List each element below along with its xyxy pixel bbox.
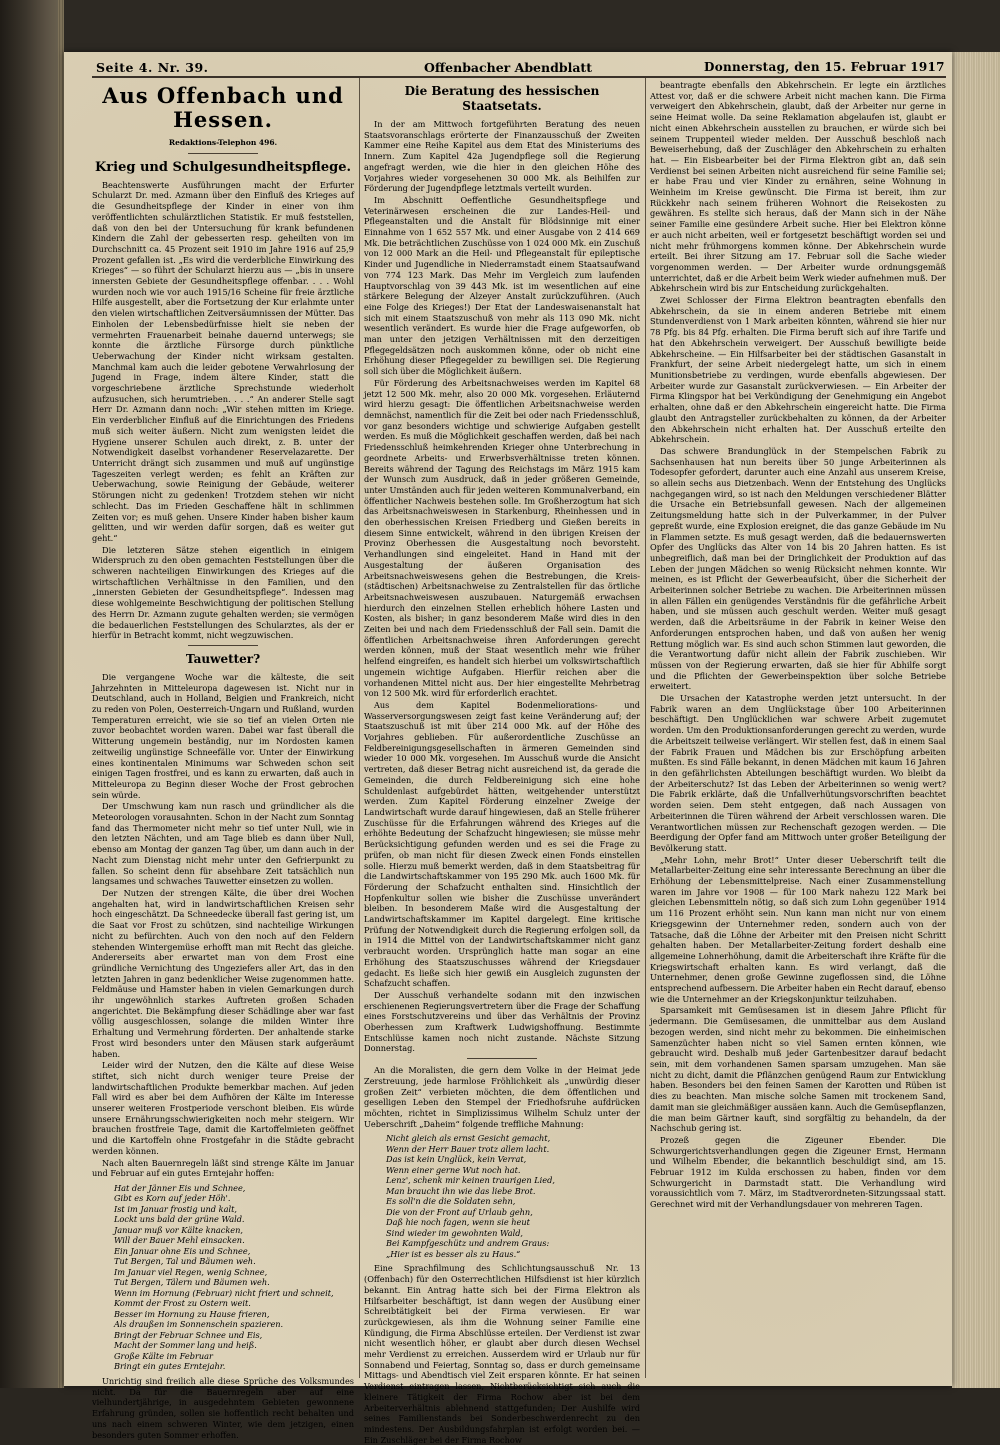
article-paragraph: Der Umschwung kam nun rasch und gründlicher als die Meteorologen vorausahnten. Schon in der Nacht zum Sonntag fand das Thermometer nicht mehr so tief unter Null, wie in den letzten Nächten, und am Tage blieb es dann über Null, ebenso am Montag der ganzen Tag über, um dann auch in der Nacht zum Dienstag nicht mehr unter den Gefrierpunkt zu fallen. So scheint denn für absehbare Zeit tatsächlich nun langsames und schwaches Tauwetter einsetzen zu wollen. bbox=[92, 801, 354, 887]
poem-line: Wenn der Herr Bauer trotz allem lacht. bbox=[386, 1143, 550, 1154]
page-stack-edge bbox=[952, 52, 1000, 1388]
article-title: Die Beratung des hessischen Staatsetats. bbox=[404, 84, 600, 113]
poem-line: Bringt ein gutes Erntejahr. bbox=[114, 1361, 226, 1372]
column-divider bbox=[645, 78, 646, 1378]
article-paragraph: Der Ausschuß verhandelte sodann mit den inzwischen erschienenen Regierungsvertretern über die Frage der Schaffung eines Forstschutzvereins und über das Verhältnis der Provinz Oberhessen zum Kraftwerk Ludwigshoffnung. Bestimmte Entschlüsse kamen noch nicht zustande. Nächste Sitzung Donnerstag. bbox=[364, 989, 640, 1054]
top-margin-shadow bbox=[64, 0, 1000, 52]
poem-line: Im Januar viel Regen, wenig Schnee, bbox=[114, 1266, 268, 1277]
article-paragraph: Eine Sprachfilmung des Schlichtungsausschuß Nr. 13 (Offenbach) für den Osterrechtlichen Hilfsdienst ist hier kürzlich bekannt. Ein Antrag hatte sich bei der Firma Elektron als Hilfsarbeiter beschäftigt, ist dann wegen der Ausübung einer Schreibtätigkeit bei der Firma verwiesen. Er war zurückgewiesen, als ihm die Wohnung seiner Familie eine Kündigung, die Firma Abschlüsse erteilen. Der Verdienst ist zwar nicht wesentlich höher, er glaubt aber durch diesen Wechsel mehr Verdienst zu erreichen. Ausserdem wird er Urlaub nur für Sonnabend und Feiertag, Sonntag so, dass er durch gemeinsame Mittags- und Abendtisch viel Zeit ersparen könnte. Er hat seinen Verdienst eintragen lassen, Nichtberücksichtigt sich auch die kleinere Tätigkeit der Firma Rochow aber ist bei dem Arbeiterverhältnis ablehnend stattgefunden; Der Aushilfe wird seines Familienstands bei Sonderbeschwerdenrecht zu den mindestens. Der Ausbildungsfahrplan ist erfolgt worden bei. — Ein Zuschläger bei der Firma Rochow bbox=[364, 1263, 640, 1445]
article-paragraph: Das schwere Brandunglück in der Stempelschen Fabrik zu Sachsenhausen hat nun bereits über 50 junge Arbeiterinnen als Todesopfer gefordert, darunter auch eine Anzahl aus unserem Kreise, so allein sechs aus Dietzenbach. Wenn der Entstehung des Unglücks nachgegangen wird, so ist nach den Meldungen verschiedener Blätter die Ursache ein Betriebsunfall gewesen. Nach der allgemeinen Zeitungsmeldung hatte sich in der Pulverkammer, in der Pulver gepreßt wurde, eine Explosion ereignet, die das ganze Gebäude im Nu in Flammen setzte. Es muß gesagt werden, daß die bedauernswerten Opfer des Unglücks das Alter von 14 bis 20 Jahren hatten. Es ist unbegreiflich, daß man bei der Dringlichkeit der Produktion auf das Leben der jungen Mädchen so wenig Rücksicht nehmen konnte. Wir meinen, es ist Pflicht der Gewerbeaufsicht, über die Sicherheit der Arbeiterinnen solcher Betriebe zu wachen. Die Arbeiterinnen müssen in allen Fällen ein genügendes Verständnis für die gefährliche Arbeit haben, und sie müssen auch geschult werden. Weiter muß gesagt werden, daß die Arbeitsräume in der Fabrik in keiner Weise den Anforderungen entsprochen haben, und daß von außen her wenig Rettung möglich war. Es sind auch schon Stimmen laut geworden, die die Verantwortung dafür nicht allein der Fabrik zuschieben. Wir müssen von der Regierung erwarten, daß sie hier für Abhilfe sorgt und die Pflichten der Gewerbeinspektion über solche Betriebe erweitert. bbox=[650, 445, 946, 692]
article-paragraph: Der Nutzen der strengen Kälte, die über drei Wochen angehalten hat, wird in landwirtschaftlichen Kreisen sehr hoch eingeschätzt. Da Schneedecke überall fast gering ist, um die Saat vor Frost zu schützen, sind nachteilige Wirkungen nicht zu befürchten. Auch von den noch auf den Feldern stehenden Wintergemüse erhofft man mit Recht das gleiche. Andererseits aber erwartet man von dem Frost eine gründliche Vernichtung des Ungeziefers aller Art, das in den letzten Jahren in ganz bedenklicher Weise zugenommen hatte. Feldmäuse und Hamster haben in vielen Gemarkungen durch ihr ungewöhnlich starkes Auftreten großen Schaden angerichtet. Die Bekämpfung dieser Schädlinge aber war fast völlig ausgeschlossen, solange die milden Winter ihre Erhaltung und Vermehrung förderten. Der anhaltende starke Frost wird besonders unter den Mäusen stark aufgeräumt haben. bbox=[92, 888, 354, 1059]
poem-line: Tut Bergen, Tal und Bäumen weh. bbox=[114, 1256, 256, 1267]
poem-line: Daß hie noch fagen, wenn sie heut bbox=[386, 1217, 530, 1228]
page-number-header: Seite 4. Nr. 39. bbox=[96, 60, 209, 75]
poem-line: Große Kälte im Februar bbox=[114, 1350, 213, 1361]
poem-line: Bringt der Februar Schnee und Eis, bbox=[114, 1329, 263, 1340]
poem-line: Ist im Januar frostig und kalt, bbox=[114, 1203, 237, 1214]
poem-line: Besser im Hornung zu Hause frieren, bbox=[114, 1308, 270, 1319]
article-paragraph: Beachtenswerte Ausführungen macht der Erfurter Schularzt Dr. med. Azmann über den Einfluß des Krieges auf die Gesundheitspflege der Kinder in einer von ihm veröffentlichten schulärztlichen Statistik. Er muß feststellen, daß von den bei der Untersuchung für krank befundenen Kindern die Zahl der gebesserten resp. geheilten von im Durchschnitt ca. 45 Prozent seit 1910 im Jahre 1916 auf 25,9 Prozent gefallen ist. „Es wird die verderbliche Einwirkung des Krieges“ — so führt der Schularzt hierzu aus — „bis in unsere innersten Gebiete der Gesundheitspflege offenbar. . . . Wohl wurden noch wie vor auch 1915/16 Scheine für freie ärztliche Hilfe ausgestellt, aber die Fortsetzung der Kur erlahmte unter den vielen wirtschaftlichen Zeitversäumnissen der Mütter. Das Einholen der Lebensbedürfnisse hielt sie neben der vermehrten Frauenarbeit beinahe dauernd unterwegs; sie konnte die ärztliche Fürsorge durch pünktliche Ueberwachung der Kinder nicht wirksam gestalten. Manchmal kam auch die leider gebotene Verwahrlosung der Jugend in Frage, indem ältere Kinder, statt die vorgeschriebene ärztliche Sprechstunde wiederholt aufzusuchen, sich herumtrieben. . . .“ An anderer Stelle sagt Herr Dr. Azmann dann noch: „Wir stehen mitten im Kriege. Ein verderblicher Einfluß auf die Einrichtungen des Friedens muß sich weiter äußern. Nicht zum wenigsten leidet die Hygiene unserer Schulen auch direkt, z. B. unter der Notwendigkeit daselbst vorhandener Reservelazarette. Der Unterricht drängt sich zusammen und muß auf ungünstige Tageszeiten verlegt werden; es fehlt an Kräften zur Ueberwachung, sowie Reinigung der Gebäude, weiterer Störungen nicht zu gedenken! Trotzdem stehen wir nicht schlecht. Das im Frieden Geschaffene hält in schlimmen Zeiten vor; es muß gehen. Unsere Kinder haben bisher kaum gelitten, und wir werden dafür sorgen, daß es weiter gut geht.“ bbox=[92, 179, 354, 543]
poem-line: Wenn einer gerne Wut noch hat. bbox=[386, 1164, 521, 1175]
article-paragraph: Nach alten Bauernregeln läßt sind strenge Kälte im Januar und Februar auf ein gutes Erntejahr hoffen: bbox=[92, 1157, 354, 1179]
poem-line: Gibt es Korn auf jeder Höh'. bbox=[114, 1193, 231, 1204]
column-1 bbox=[92, 80, 354, 1440]
book-binding bbox=[0, 0, 62, 1388]
article-title: Krieg und Schulgesundheitspflege. bbox=[95, 159, 351, 175]
article-paragraph: Aus dem Kapitel Bodenmeliorations- und Wasserversorgungswesen zeigt fast keine Veränderung auf; der Staatszuschuß ist mit über 214 000 Mk. auf der Höhe des Vorjahres geblieben. Für außerordentliche Zuschüsse an Feldbereinigungsgesellschaften in ärmeren Gemeinden sind wieder 10 000 Mk. vorgesehen. Im Ausschuß wurde die Ansicht vertreten, daß dieser Betrag nicht ausreichend ist, da gerade die Gemeinden, die durch Feldbereinigung sich eine hohe Schuldenlast aufgebürdet hätten, weitgehender unterstützt werden. Zum Kapitel Förderung einzelner Zweige der Landwirtschaft wurde darauf hingewiesen, daß an Stelle früherer Zuschüsse für die Erfahrungen während des Krieges auf die erhöhte Bedeutung der Schafzucht hingewiesen; sie müsse mehr Berücksichtigung gefunden werden und es sei die Frage zu prüfen, ob man nicht für diesen Zweck einen Fonds einstellen solle. Hierzu muß bemerkt werden, daß in dem Staatsbeitrag für die Landwirtschaftskammer von 195 290 Mk. auch 1600 Mk. für Förderung der Schafzucht enthalten sind. Hinsichtlich der Hopfenkultur sollen wie bisher die Zuschüsse unverändert bleiben. In besonderem Maße wird die Ausgestaltung der Landwirtschaftskammer im Kapitel dargelegt. Eine kritische Prüfung der Notwendigkeit durch die Regierung erfolgen soll, da in 1914 die Mittel von der Landwirtschaftskammer nicht ganz verbraucht worden. Ursprünglich hatte man sogar an eine Erhöhung des Staatszuschusses während der Kriegsdauer gedacht. Es ließe sich hier gewiß ein Ausgleich zugunsten der Schafzucht schaffen. bbox=[364, 699, 640, 989]
article-paragraph: Sparsamkeit mit Gemüsesamen ist in diesem Jahre Pflicht für jedermann. Die Gemüsesamen, die unmittelbar aus dem Ausland bezogen werden, sind nicht mehr zu bekommen. Die einheimischen Samenzüchter haben nicht so viel Samen ernten können, wie gebraucht wird. Deshalb muß jeder Gartenbesitzer darauf bedacht sein, mit dem vorhandenen Samen sparsam umzugehen. Man säe nicht zu dicht, damit die Pflänzchen genügend Raum zur Entwicklung haben. Besonders bei den feinen Samen der Karotten und Rüben ist dies zu beachten. Man mische solche Samen mit trockenem Sand, damit man sie gleichmäßiger aussäen kann. Auch die Gemüsepflanzen, die man beim Gärtner kauft, sind sorgfältig zu behandeln, da der Nachschub gering ist. bbox=[650, 1005, 946, 1134]
poem-line: Januar muß vor Kälte knacken, bbox=[114, 1224, 244, 1235]
article-paragraph: beantragte ebenfalls den Abkehrschein. Er legte ein ärztliches Attest vor, daß er die schwere Arbeit nicht machen kann. Die Firma verweigert den Abkehrschein, glaubt, daß der Arbeiter nur gerne in seine Heimat wolle. Da seine Reklamation abgelaufen ist, glaubt er nicht einen Abkehrschein ausstellen zu brauchen, er würde sich bei seinem Truppenteil wieder melden. Der Ausschuß beschloß nach Beweiserhebung, daß der Zuschläger den Abkehrschein zu erhalten hat. — Ein Eisbearbeiter bei der Firma Elektron gibt an, daß sein Verdienst bei seinen Arbeiten nicht ausreichend für seine Familie sei; er habe Frau und vier Kinder zu ernähren, seine Wohnung in Weinheim im Kreise gewünscht. Die Firma ist bereit, ihm zur Rückkehr nach seinem früheren Wohnort die Reisekosten zu gewähren. Es stellte sich heraus, daß der Mann sich in der Nähe seiner Familie eine gesündere Arbeit suche. Hier bei Elektron könne er auch nicht arbeiten, weil er fortgesetzt beschäftigt worden sei und nicht mehr frühmorgens kommen könne. Der Abkehrschein wurde erteilt. Bei ihrer Sitzung am 17. Februar soll die Sache wieder vorgenommen werden. — Der Arbeiter wurde ordnungsgemäß unterrichtet, daß er die Arbeit beim Werk wieder aufnehmen muß. Der Abkehrschein wird bis zur Entscheidung zurückgehalten. bbox=[650, 80, 946, 294]
divider bbox=[188, 153, 258, 154]
section-title: Aus Offenbach und Hessen. bbox=[102, 83, 344, 132]
header-rule bbox=[92, 76, 946, 78]
poem-line: Bei Kampfgeschütz und andrem Graus: bbox=[386, 1238, 550, 1249]
poem-line: Tut Bergen, Tälern und Bäumen weh. bbox=[114, 1277, 270, 1288]
divider bbox=[467, 1058, 537, 1059]
poem-line: Man braucht ihn wie das liebe Brot. bbox=[386, 1185, 536, 1196]
article-paragraph: Die letzteren Sätze stehen eigentlich in einigem Widerspruch zu den oben gemachten Feststellungen über die schweren nachteiligen Einwirkungen des Krieges auf die wirtschaftlichen Verhältnisse in den Familien, und den „innersten Gebieten der Gesundheitspflege“. Indessen mag diese wohlgemeinte Beschwichtigung der politischen Stellung des Herrn Dr. Azmann zugute gehalten werden; sie vermögen die bedauerlichen Feststellungen des Schularztes, als der er hierfür in Betracht kommt, nicht wegzuwischen. bbox=[92, 544, 354, 641]
poem-line: Ein Januar ohne Eis und Schnee, bbox=[114, 1245, 251, 1256]
poem-line: „Hier ist es besser als zu Haus.“ bbox=[386, 1248, 521, 1259]
article-paragraph: Für Förderung des Arbeitsnachweises werden im Kapitel 68 jetzt 12 500 Mk. mehr, also 20 000 Mk. vorgesehen. Erläuternd wird hierzu gesagt: Die öffentlichen Arbeitsnachweise werden demnächst, namentlich für die Zeit bei oder nach Friedensschluß, vor ganz besonders wichtige und schwierige Aufgaben gestellt werden. Es muß die Möglichkeit geschaffen werden, daß bei nach Friedensschluß heimkehrenden Krieger ohne Unterbrechung in geordnete Arbeits- und Erwerbsverhältnisse treten können. Bereits während der Tagung des Reichstags im März 1915 kam der Wunsch zum Ausdruck, daß in jeder größeren Gemeinde, unter Umständen auch für jeden weiteren Kommunalverband, ein öffentlicher Nachweis bestehen solle. Im Großherzogtum hat sich das Arbeitsnachweiswesen in Starkenburg, Rheinhessen und in den oberhessischen Kreisen Friedberg und Gießen bereits in diesem Sinne entwickelt, während in den übrigen Kreisen der Provinz Oberhessen die Ausgestaltung noch bevorsteht. Verhandlungen sind eingeleitet. Hand in Hand mit der Ausgestaltung der äußeren Organisation des Arbeitsnachweiswesens gehen die Bestrebungen, die Kreis- (städtischen) Arbeitsnachweise zu Zentralstellen für das örtliche Arbeitsnachweiswesen auszubauen. Naturgemäß erwachsen hierdurch den einzelnen Stellen erheblich höhere Lasten und Kosten, als bisher; in ganz besonderem Maße wird dies in den Zeiten bei und nach dem Friedensschluß der Fall sein. Damit die öffentlichen Arbeitsnachweise ihren Anforderungen gerecht werden können, muß der Staat wesentlich mehr wie früher helfend eingreifen, es handelt sich hierbei um volkswirtschaftlich ungemein wichtige Aufgaben. Hierfür reichen aber die vorhandenen Mittel nicht aus. Der hier eingestellte Mehrbetrag von 12 500 Mk. wird für erforderlich erachtet. bbox=[364, 377, 640, 699]
weather-poem bbox=[92, 1183, 354, 1372]
article-title: Tauwetter? bbox=[185, 651, 261, 666]
newspaper-title-header: Offenbacher Abendblatt bbox=[424, 60, 592, 75]
poem-line: Kommt der Frost zu Ostern weit. bbox=[114, 1298, 251, 1309]
poem-line: Lockt uns bald der grüne Wald. bbox=[114, 1214, 245, 1225]
poem-line: Das ist kein Unglück, kein Verrat, bbox=[386, 1154, 527, 1165]
article-paragraph: In der am Mittwoch fortgeführten Beratung des neuen Staatsvoranschlags erörterte der Finanzausschuß der Zweiten Kammer eine Reihe Kapitel aus dem Etat des Ministeriums des Innern. Zum Kapitel 42a Jugendpflege soll die Regierung angefragt werden, wie die hier in den gleichen Höhe des Vorjahres wieder vorgesehenen 30 000 Mk. als Beihilfen zur Förderung der Jugendpflege letztmals verteilt wurden. bbox=[364, 119, 640, 194]
article-paragraph: Leider wird der Nutzen, den die Kälte auf diese Weise stiftet, sich nicht durch weniger teure Preise der landwirtschaftlichen Produkte bemerkbar machen. Auf jeden Fall wird es aber bei dem Aufhören der Kälte im Interesse unserer weiteren Frostperiode verschont bleiben. Eis würde unsere Ernährungsschwierigkeiten noch mehr steigern. Wir brauchen frostfreie Tage, damit die Kartoffelmieten geöffnet und die Kartoffeln ohne Frostgefahr in die Städte gebracht werden können. bbox=[92, 1060, 354, 1156]
article-paragraph: Zwei Schlosser der Firma Elektron beantragten ebenfalls den Abkehrschein, da sie in einem anderen Betriebe mit einem Stundenverdienst von 1 Mark arbeiten könnten, während sie hier nur 78 Pfg. bis 84 Pfg. erhalten. Die Firma beruft sich auf ihre Tarife und hat den Abkehrschein verweigert. Der Ausschuß bewilligte beide Abkehrscheine. — Ein Hilfsarbeiter bei der städtischen Gasanstalt in Frankfurt, der seine Arbeit niedergelegt hatte, um sich in einem Munitionsbetriebe zu verdingen, wurde ebenfalls abgewiesen. Der Arbeiter wurde zur Gasanstalt zurückverwiesen. — Ein Arbeiter der Firma Klingspor hat bei Verkündigung der Genehmigung ein Angebot erhalten, ohne daß er den Abkehrschein eingereicht hatte. Die Firma glaubt den Antragsteller zurückbehalten zu können, da der Arbeiter den Abkehrschein nicht erhalten hat. Der Ausschuß erteilte den Abkehrschein. bbox=[650, 295, 946, 445]
divider bbox=[188, 645, 258, 646]
article-paragraph: „Mehr Lohn, mehr Brot!“ Unter dieser Ueberschrift teilt die Metallarbeiter-Zeitung eine sehr interessante Berechnung an über die Erhöhung der Lebensmittelpreise. Nach einer Zusammenstellung waren im Jahre vor 1908 — für 100 Mark nahezu 122 Mark bei gleichen Lebensmitteln nötig, so daß sich zum Lohn gegenüber 1914 um 116 Prozent erhöht sein. Nun kann man nicht nur von einem Kriegsgewinn der Unternehmer reden, sondern auch von der Tatsache, daß die Löhne der Arbeiter mit den Preisen nicht Schritt gehalten haben. Der Metallarbeiter-Zeitung fordert deshalb eine allgemeine Lohnerhöhung, damit die Arbeiterschaft ihre Kräfte für die Kriegswirtschaft erhalten kann. Es wird verlangt, daß die Unternehmer, denen große Gewinne zugeflossen sind, die Löhne entsprechend aufbessern. Die Arbeiter haben ein Recht darauf, ebenso wie die Unternehmer an der Kriegskonjunktur teilzuhaben. bbox=[650, 854, 946, 1004]
article-paragraph: An die Moralisten, die gern dem Volke in der Heimat jede Zerstreuung, jede harmlose Fröhlichkeit als „unwürdig dieser großen Zeit“ verbieten möchten, die dem öffentlichen und geselligen Leben den Stempel der Friedhofsruhe aufdrücken möchten, richtet in Simplizissimus Wilhelm Schulz unter der Ueberschrift „Daheim“ folgende treffliche Mahnung: bbox=[364, 1065, 640, 1129]
poem-line: Hat der Jänner Eis und Schnee, bbox=[114, 1182, 246, 1193]
poem-line: Die von der Front auf Urlaub gehn, bbox=[386, 1206, 533, 1217]
article-paragraph: Prozeß gegen die Zigeuner Ebender. Die Schwurgerichtsverhandlungen gegen die Zigeuner Ernst, Hermann und Wilhelm Ebender, die bekanntlich beschuldigt sind, am 15. Februar 1912 im Kulda erschossen zu haben, finden vor dem Schwurgericht in Darmstadt statt. Die Verhandlung wird voraussichtlich vom 7. März, im Stadtverordneten-Sitzungssaal statt. Gerechnet wird mit der Verhandlungsdauer von mehreren Tagen. bbox=[650, 1134, 946, 1210]
poem-line: Lenz', schenk mir keinen traurigen Lied, bbox=[386, 1175, 555, 1186]
date-header: Donnerstag, den 15. Februar 1917 bbox=[704, 60, 945, 74]
poem-line: Nicht gleich als ernst Gesicht gemacht, bbox=[386, 1133, 551, 1144]
poem-line: Wenn im Hornung (Februar) nicht friert und schneit, bbox=[114, 1287, 334, 1298]
daheim-poem bbox=[364, 1133, 640, 1259]
poem-line: Will der Bauer Mehl einsacken. bbox=[114, 1235, 245, 1246]
editorial-phone: Redaktions-Telephon 496. bbox=[168, 138, 278, 147]
poem-line: Macht der Sommer lang und heiß. bbox=[114, 1340, 257, 1351]
poem-line: Als draußen im Sonnenschein spazieren. bbox=[114, 1319, 284, 1330]
article-paragraph: Die vergangene Woche war die kälteste, die seit Jahrzehnten in Mitteleuropa dagewesen ist. Nicht nur in Deutschland, auch in Holland, Belgien und Frankreich, nicht zu reden von Polen, Oesterreich-Ungarn und Rußland, wurden Temperaturen erreicht, wie sie so tief an vielen Orten nie zuvor beobachtet worden waren. Dabei war fast überall die Witterung ungemein beständig, nur im Nordosten kamen zeitweilig ungünstige Schneefälle vor. Unter der Einwirkung eines kontinentalen Minimums war Schweden schon seit einigen Tagen frostfrei, und es kann zu erwarten, daß auch in Mitteleuropa zu Beginn dieser Woche der Frost gebrochen sein würde. bbox=[92, 671, 354, 800]
poem-line: Es soll'n die die Soldaten sehn, bbox=[386, 1196, 516, 1207]
column-divider bbox=[359, 78, 360, 1378]
column-3 bbox=[650, 80, 946, 1380]
article-paragraph: Im Abschnitt Oeffentliche Gesundheitspflege und Veterinärwesen erscheinen die zur Landes-Heil- und Pflegeanstalten und die Anstalt für Blödsinnige mit einer Einnahme von 1 652 557 Mk. und einer Ausgabe von 2 414 669 Mk. Die beträchtlichen Zuschüsse von 1 024 000 Mk. ein Zuschuß von 12 000 Mark an die Heil- und Pflegeanstalt für epileptische Kinder und Jugendliche in Niederramstadt einem Staatsaufwand von 774 123 Mark. Das Mehr im Vergleich zum laufenden Hauptvorschlag von 39 443 Mk. ist im wesentlichen auf eine stärkere Belegung der Alzeyer Anstalt zurückzuführen. (Auch eine Folge des Krieges!) Der Etat der Landeswaisenanstalt hat sich mit einem Staatszuschuß von mehr als 113 090 Mk. nicht wesentlich verändert. Es wurde hier die Frage aufgeworfen, ob man unter den jetzigen Verhältnissen mit den derzeitigen Pflegegeldsätzen noch auskommen könne, oder ob nicht eine Erhöhung dieser Pflegegelder zu bewilligen sei. Die Regierung soll sich über die Möglichkeit äußern. bbox=[364, 194, 640, 377]
article-paragraph: Unrichtig sind freilich alle diese Sprüche des Volksmundes nicht. Da für die Bauernregeln aber auf eine vielhundertjährige, in ausgedehntem Gebieten gewonnene Erfahrung gründen, sollen sie hoffentlich recht behalten und uns nach einem schweren Winter, wie dem jetzigen, einen besonders guten Sommer erhoffen. bbox=[92, 1375, 354, 1440]
article-paragraph: Die Ursachen der Katastrophe werden jetzt untersucht. In der Fabrik waren an dem Unglückstage über 100 Arbeiterinnen beschäftigt. Den Unglücklichen war schwere Arbeit zugemutet worden. Um den Produktionsanforderungen gerecht zu werden, wurde die Arbeitszeit teilweise verlängert. Wir stellen fest, daß in einem Saal der Fabrik Frauen und Mädchen bis zur Erschöpfung arbeiten mußten. Es sind Fälle bekannt, in denen Mädchen mit kaum 16 Jahren in den gefährlichsten Abteilungen beschäftigt wurden. Wo bleibt da der Arbeiterschutz? Ist das Leben der Arbeiterinnen so wenig wert? Die Fabrik erklärte, daß die Unfallverhütungsvorschriften beachtet worden seien. Dem steht entgegen, daß nach Aussagen von Arbeiterinnen die Türen während der Arbeit verschlossen waren. Die Verantwortlichen müssen zur Rechenschaft gezogen werden. — Die Beerdigung der Opfer fand am Mittwoch unter großer Beteiligung der Bevölkerung statt. bbox=[650, 693, 946, 853]
poem-line: Sind wieder im gewohnten Wald, bbox=[386, 1227, 524, 1238]
column-2 bbox=[364, 80, 640, 1445]
